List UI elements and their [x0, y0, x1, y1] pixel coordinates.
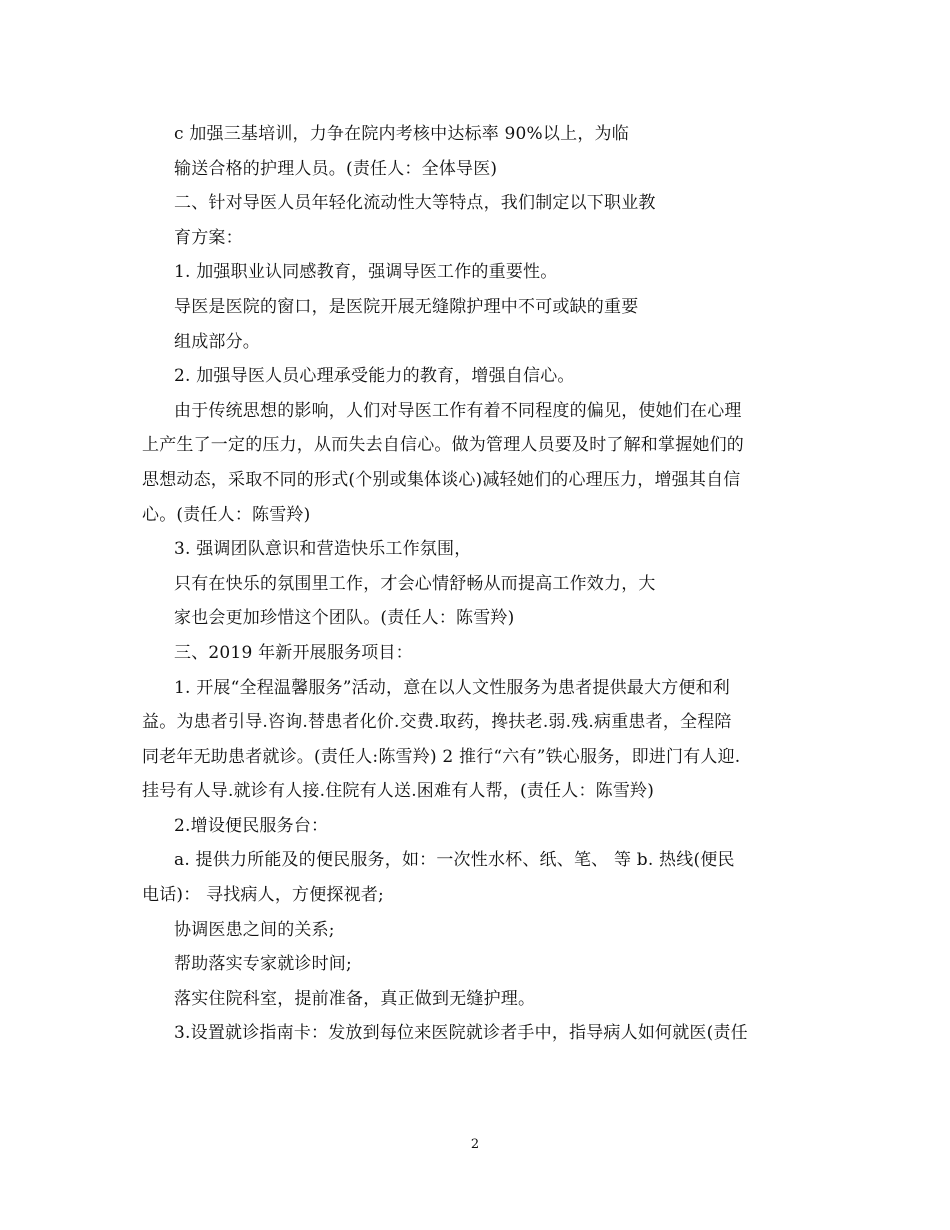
text-line: 三、2019 年新开展服务项目： — [174, 642, 413, 663]
text-line: 心。(责任人：陈雪羚) — [142, 504, 311, 525]
text-line: 协调医患之间的关系; — [174, 919, 335, 940]
text-line: 落实住院科室，提前准备，真正做到无缝护理。 — [174, 988, 536, 1009]
text-line: 2. 加强导医人员心理承受能力的教育，增强自信心。 — [174, 366, 575, 387]
text-line: 2.增设便民服务台： — [174, 815, 329, 836]
text-line: a. 提供力所能及的便民服务，如：一次性水杯、纸、笔、 等 b. 热线(便民 — [174, 850, 735, 871]
text-line: 1. 开展“全程温馨服务”活动，意在以人文性服务为患者提供最大方便和利 — [174, 677, 731, 698]
text-line: 导医是医院的窗口，是医院开展无缝隙护理中不可或缺的重要 — [174, 296, 639, 317]
text-line: 由于传统思想的影响，人们对导医工作有着不同程度的偏见，使她们在心理 — [174, 400, 742, 421]
text-line: 家也会更加珍惜这个团队。(责任人：陈雪羚) — [174, 608, 515, 629]
text-line: 帮助落实专家就诊时间; — [174, 954, 352, 975]
text-line: 上产生了一定的压力，从而失去自信心。做为管理人员要及时了解和掌握她们的 — [142, 435, 744, 456]
text-line: 3. 强调团队意识和营造快乐工作氛围， — [174, 539, 472, 560]
text-line: 1. 加强职业认同感教育，强调导医工作的重要性。 — [174, 262, 558, 283]
text-line: c 加强三基培训，力争在院内考核中达标率 90%以上，为临 — [174, 124, 629, 144]
text-line: 同老年无助患者就诊。(责任人:陈雪羚) 2 推行“六有”铁心服务，即进门有人迎. — [142, 746, 741, 767]
document-body — [142, 117, 810, 1051]
page-number: 2 — [470, 1137, 480, 1152]
text-line: 只有在快乐的氛围里工作，才会心情舒畅从而提高工作效力，大 — [174, 573, 656, 594]
text-line: 挂号有人导.就诊有人接.住院有人送.困难有人帮，(责任人：陈雪羚) — [142, 781, 655, 802]
text-line: 育方案： — [174, 227, 243, 248]
text-line: 二、针对导医人员年轻化流动性大等特点，我们制定以下职业教 — [174, 193, 656, 214]
text-line: 思想动态，采取不同的形式(个别或集体谈心)减轻她们的心理压力，增强其自信 — [142, 469, 741, 490]
text-line: 益。为患者引导.咨询.替患者化价.交费.取药，搀扶老.弱.残.病重患者，全程陪 — [142, 712, 732, 733]
text-line: 3.设置就诊指南卡：发放到每位来医院就诊者手中，指导病人如何就医(责任 — [174, 1023, 748, 1044]
text-line: 组成部分。 — [174, 331, 260, 352]
text-line: 输送合格的护理人员。(责任人：全体导医) — [174, 158, 498, 179]
text-line: 电话)： 寻找病人，方便探视者; — [142, 885, 384, 906]
